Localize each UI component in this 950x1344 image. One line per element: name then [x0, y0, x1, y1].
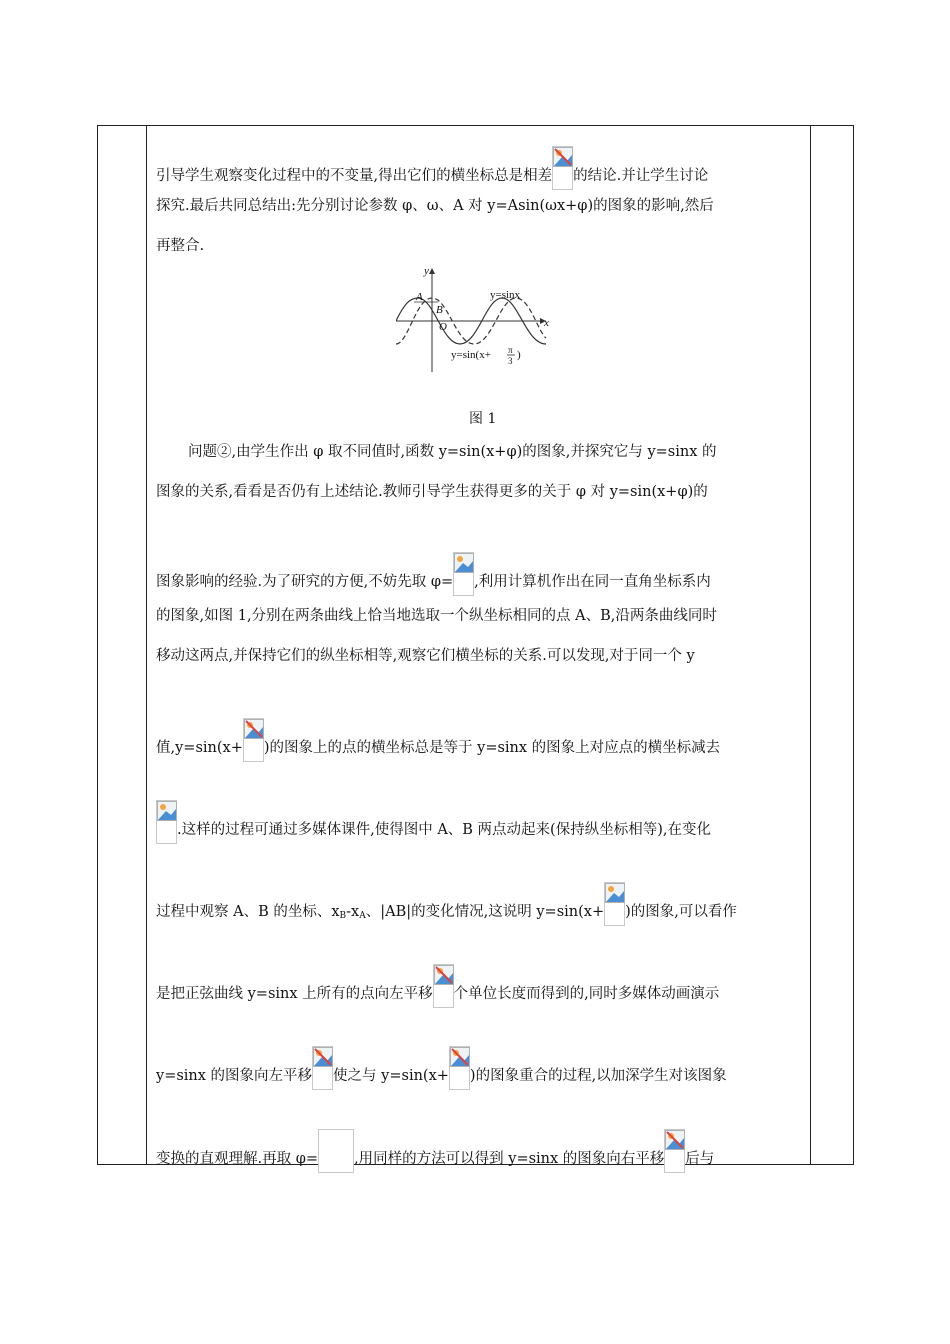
point-b-label: B	[436, 304, 443, 316]
broken-image-icon	[453, 552, 474, 596]
text-line-3: 再整合.	[156, 238, 205, 254]
curve1-label: y=sinx	[490, 289, 521, 301]
point-a-label: A	[416, 291, 423, 303]
broken-image-icon	[604, 882, 625, 926]
x-axis-label: x	[544, 317, 549, 329]
broken-image-icon	[243, 718, 264, 762]
broken-image-icon	[312, 1046, 333, 1090]
figure-caption: 图 1	[469, 411, 497, 427]
broken-image-icon	[433, 964, 454, 1008]
table-left-divider	[146, 126, 147, 1164]
broken-image-icon	[664, 1129, 685, 1173]
table-right-divider	[810, 126, 811, 1164]
text-line-13: y=sinx 的图象向左平移 使之与 y=sin(x+ )的图象重合的过程,以加深学生对该图象	[156, 1046, 727, 1090]
text-line-2: 探究.最后共同总结出:先分别讨论参数 φ、ω、A 对 y=Asin(ωx+φ)的图象的影响,然后	[156, 198, 714, 214]
text-line-14: 变换的直观理解.再取 φ= ,用同样的方法可以得到 y=sinx 的图象向右平移 后与	[156, 1129, 714, 1173]
text-line-9: 值,y=sin(x+ )的图象上的点的横坐标总是等于 y=sinx 的图象上对应点的横坐标减去	[156, 718, 720, 762]
text-line-10: .这样的过程可通过多媒体课件,使得图中 A、B 两点动起来(保持纵坐标相等),在变化	[156, 800, 711, 844]
text-line-11: 过程中观察 A、B 的坐标、$x_B-x_A$、|AB|的变化情况,这说明 y=sin(x+ )的图象,可以看作	[156, 882, 737, 926]
curve2-label-suffix: )	[517, 349, 521, 361]
text-line-6: 图象影响的经验.为了研究的方便,不妨先取 φ= ,利用计算机作出在同一直角坐标系内	[156, 552, 711, 596]
curve2-label-den: 3	[508, 356, 513, 366]
broken-image-icon	[449, 1046, 470, 1090]
sine-graph-figure	[396, 264, 556, 372]
broken-image-icon	[552, 146, 573, 190]
curve2-label-prefix: y=sin(x+	[451, 349, 491, 361]
broken-image-icon	[156, 800, 177, 844]
broken-image-icon	[318, 1129, 354, 1173]
text-line-1: 引导学生观察变化过程中的不变量,得出它们的横坐标总是相差 的结论.并让学生讨论	[156, 146, 708, 190]
text-line-4: 问题②,由学生作出 φ 取不同值时,函数 y=sin(x+φ)的图象,并探究它与 y=sinx 的	[188, 444, 717, 460]
content-table	[97, 125, 854, 1165]
text-line-5: 图象的关系,看看是否仍有上述结论.教师引导学生获得更多的关于 φ 对 y=sin(x+φ)的	[156, 484, 708, 500]
curve2-label-num: π	[508, 345, 513, 355]
origin-label: O	[439, 321, 447, 333]
text-line-8: 移动这两点,并保持它们的纵坐标相等,观察它们横坐标的关系.可以发现,对于同一个 y	[156, 648, 695, 664]
text-line-7: 的图象,如图 1,分别在两条曲线上恰当地选取一个纵坐标相同的点 A、B,沿两条曲线同时	[156, 608, 717, 624]
y-axis-label: y	[424, 265, 429, 277]
text-line-12: 是把正弦曲线 y=sinx 上所有的点向左平移 个单位长度而得到的,同时多媒体动画演示	[156, 964, 719, 1008]
